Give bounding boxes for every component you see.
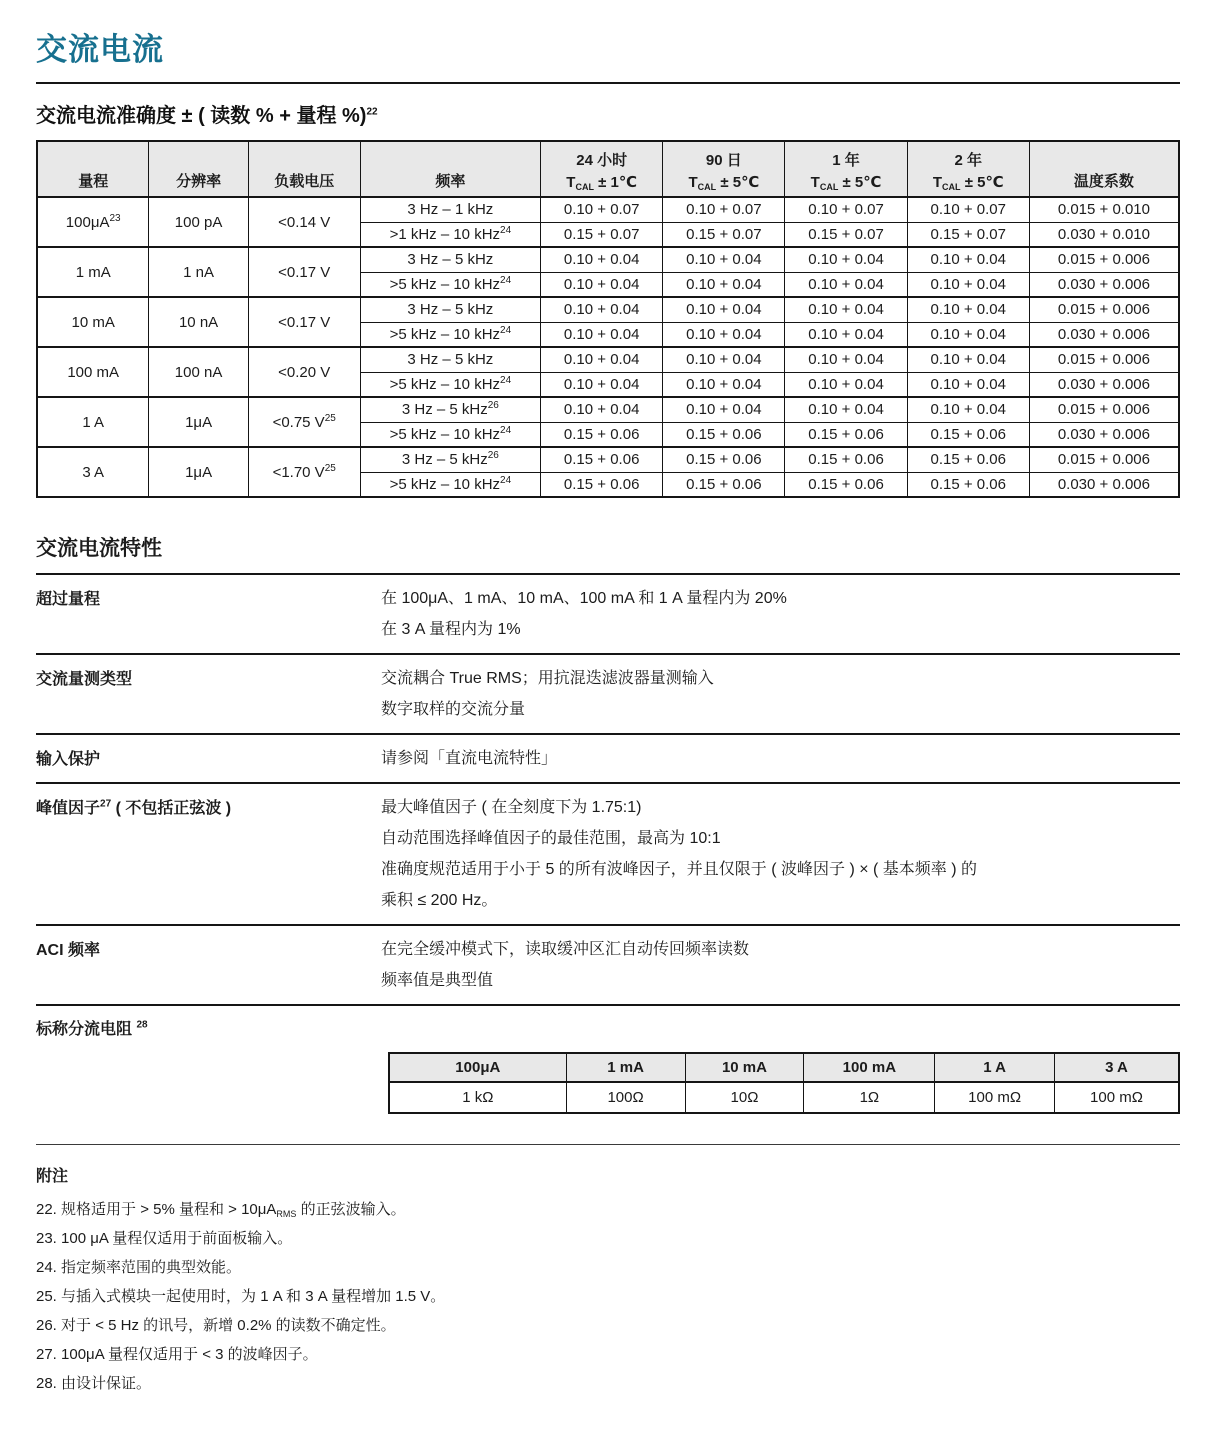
- table-row: [37, 347, 1179, 372]
- accuracy-cell: 0.10 + 0.04: [785, 272, 907, 297]
- note-26: 26. 对于 < 5 Hz 的讯号，新增 0.2% 的读数不确定性。: [36, 1317, 396, 1334]
- note-25: 25. 与插入式模块一起使用时，为 1 A 和 3 A 量程增加 1.5 V。: [36, 1288, 446, 1305]
- spec-value: 在完全缓冲模式下，读取缓冲区汇自动传回频率读数 频率值是典型值: [381, 941, 750, 989]
- table-row: [389, 1082, 1179, 1113]
- frequency-cell: 3 Hz – 5 kHz$^{26}$: [360, 447, 540, 472]
- accuracy-cell: 0.15 + 0.06: [541, 422, 663, 447]
- tempco-cell: 0.015 + 0.006: [1029, 297, 1179, 322]
- accuracy-cell: 0.10 + 0.04: [907, 347, 1029, 372]
- shunt-col-header: 100 mA: [804, 1053, 935, 1082]
- accuracy-cell: 0.15 + 0.06: [907, 472, 1029, 497]
- accuracy-cell: 0.15 + 0.07: [541, 222, 663, 247]
- resolution-cell: 1μA: [149, 447, 248, 497]
- spec-value: 请参阅「直流电流特性」: [381, 750, 558, 767]
- shunt-value-cell: 100Ω: [566, 1082, 685, 1113]
- shunt-value-cell: 10Ω: [685, 1082, 804, 1113]
- range-group-100uA: [37, 197, 1179, 247]
- accuracy-cell: 0.10 + 0.04: [907, 247, 1029, 272]
- frequency-cell: >5 kHz – 10 kHz$^{24}$: [360, 272, 540, 297]
- accuracy-cell: 0.10 + 0.04: [541, 247, 663, 272]
- burden-cell: <0.17 V: [248, 247, 360, 297]
- shunt-col-header: 1 mA: [566, 1053, 685, 1082]
- accuracy-cell: 0.15 + 0.07: [663, 222, 785, 247]
- accuracy-cell: 0.10 + 0.07: [663, 197, 785, 222]
- accuracy-cell: 0.15 + 0.06: [663, 472, 785, 497]
- frequency-cell: 3 Hz – 5 kHz: [360, 347, 540, 372]
- burden-cell: <0.14 V: [248, 197, 360, 247]
- accuracy-cell: 0.10 + 0.04: [541, 372, 663, 397]
- frequency-cell: >5 kHz – 10 kHz$^{24}$: [360, 372, 540, 397]
- accuracy-cell: 0.10 + 0.04: [541, 397, 663, 422]
- shunt-value-cell: 100 mΩ: [935, 1082, 1055, 1113]
- accuracy-cell: 0.10 + 0.04: [663, 347, 785, 372]
- accuracy-cell: 0.15 + 0.06: [663, 447, 785, 472]
- frequency-cell: >5 kHz – 10 kHz$^{24}$: [360, 322, 540, 347]
- accuracy-cell: 0.15 + 0.06: [541, 447, 663, 472]
- accuracy-cell: 0.10 + 0.07: [907, 197, 1029, 222]
- col-header-range: 量程: [37, 141, 149, 197]
- burden-cell: <1.70 $V^{25}$: [248, 447, 360, 497]
- burden-cell: <0.75 $V^{25}$: [248, 397, 360, 447]
- accuracy-cell: 0.10 + 0.04: [663, 372, 785, 397]
- note-24: 24. 指定频率范围的典型效能。: [36, 1259, 242, 1276]
- spec-value: 最大峰值因子 ( 在全刻度下为 1.75:1) 自动范围选择峰值因子的最佳范围，最高为 10:1 准确度规范适用于小于 5 的所有波峰因子，并且仅限于 ( 波峰因子 ) × ( 基本频率 ) 的 乘积 ≤ 200 Hz。: [381, 799, 978, 909]
- shunt-col-header: 1 A: [935, 1053, 1055, 1082]
- frequency-cell: 3 Hz – 5 kHz$^{26}$: [360, 397, 540, 422]
- shunt-label: 标称分流电阻 $^{28}$: [36, 1019, 148, 1038]
- frequency-cell: >5 kHz – 10 kHz$^{24}$: [360, 472, 540, 497]
- resolution-cell: 1μA: [149, 397, 248, 447]
- spec-row-crest-factor: [36, 784, 1180, 926]
- accuracy-cell: 0.10 + 0.04: [785, 247, 907, 272]
- accuracy-cell: 0.15 + 0.06: [907, 422, 1029, 447]
- accuracy-cell: 0.15 + 0.06: [907, 447, 1029, 472]
- characteristics-heading: 交流电流特性: [36, 532, 1180, 575]
- col-header-90d: 90 日 $T_{CAL}$ ± 5℃: [663, 141, 785, 197]
- col-header-24h: 24 小时 $T_{CAL}$ ± 1℃: [541, 141, 663, 197]
- notes-heading: 附注: [36, 1168, 69, 1185]
- tempco-cell: 0.030 + 0.006: [1029, 372, 1179, 397]
- resolution-cell: 1 nA: [149, 247, 248, 297]
- frequency-cell: 3 Hz – 1 kHz: [360, 197, 540, 222]
- accuracy-heading: 交流电流准确度 ± ( 读数 % + 量程 %)$^{22}$: [36, 105, 378, 127]
- resolution-cell: 100 nA: [149, 347, 248, 397]
- accuracy-cell: 0.10 + 0.04: [907, 297, 1029, 322]
- resolution-cell: 100 pA: [149, 197, 248, 247]
- notes-section: [36, 1163, 1180, 1398]
- spec-label: 输入保护: [36, 751, 101, 768]
- frequency-cell: 3 Hz – 5 kHz: [360, 247, 540, 272]
- accuracy-cell: 0.10 + 0.04: [907, 272, 1029, 297]
- accuracy-cell: 0.15 + 0.06: [785, 447, 907, 472]
- range-cell: $100\mu A^{23}$: [37, 197, 149, 247]
- accuracy-cell: 0.15 + 0.07: [785, 222, 907, 247]
- page-title: 交流电流: [36, 32, 164, 67]
- range-cell: 1 A: [37, 397, 149, 447]
- col-header-frequency: 频率: [360, 141, 540, 197]
- range-cell: 10 mA: [37, 297, 149, 347]
- tempco-cell: 0.015 + 0.006: [1029, 347, 1179, 372]
- col-header-burden: 负载电压: [248, 141, 360, 197]
- spec-row-input-protection: [36, 735, 1180, 784]
- range-group-1A: [37, 397, 1179, 447]
- tempco-cell: 0.030 + 0.006: [1029, 272, 1179, 297]
- frequency-cell: 3 Hz – 5 kHz: [360, 297, 540, 322]
- col-header-tempco: 温度系数: [1029, 141, 1179, 197]
- col-header-2y: 2 年 $T_{CAL}$ ± 5℃: [907, 141, 1029, 197]
- note-27: 27. 100μA 量程仅适用于 < 3 的波峰因子。: [36, 1346, 318, 1363]
- tempco-cell: 0.030 + 0.006: [1029, 472, 1179, 497]
- tempco-cell: 0.015 + 0.006: [1029, 247, 1179, 272]
- accuracy-cell: 0.10 + 0.04: [785, 322, 907, 347]
- accuracy-cell: 0.10 + 0.04: [785, 397, 907, 422]
- shunt-value-cell: 1Ω: [804, 1082, 935, 1113]
- spec-label: 峰值因子$^{27}$ ( 不包括正弦波 ): [36, 798, 232, 817]
- table-header-row: [37, 141, 1179, 197]
- range-cell: 100 mA: [37, 347, 149, 397]
- accuracy-cell: 0.10 + 0.04: [663, 247, 785, 272]
- range-group-100mA: [37, 347, 1179, 397]
- accuracy-cell: 0.10 + 0.04: [785, 297, 907, 322]
- title-divider: [36, 82, 1180, 84]
- accuracy-cell: 0.10 + 0.04: [785, 347, 907, 372]
- spec-label: 交流量测类型: [36, 671, 133, 688]
- accuracy-cell: 0.10 + 0.04: [541, 322, 663, 347]
- spec-row-measurement-type: [36, 655, 1180, 735]
- accuracy-cell: 0.10 + 0.04: [663, 272, 785, 297]
- burden-cell: <0.20 V: [248, 347, 360, 397]
- spec-value: 在 100μA、1 mA、10 mA、100 mA 和 1 A 量程内为 20% 在 3 A 量程内为 1%: [381, 590, 787, 638]
- resolution-cell: 10 nA: [149, 297, 248, 347]
- accuracy-cell: 0.10 + 0.04: [907, 397, 1029, 422]
- accuracy-cell: 0.15 + 0.06: [785, 422, 907, 447]
- shunt-value-cell: 1 kΩ: [389, 1082, 566, 1113]
- accuracy-cell: 0.10 + 0.07: [541, 197, 663, 222]
- accuracy-cell: 0.15 + 0.07: [907, 222, 1029, 247]
- range-group-1mA: [37, 247, 1179, 297]
- col-header-resolution: 分辨率: [149, 141, 248, 197]
- accuracy-cell: 0.10 + 0.04: [541, 272, 663, 297]
- col-header-1y: 1 年 $T_{CAL}$ ± 5℃: [785, 141, 907, 197]
- accuracy-cell: 0.10 + 0.04: [663, 322, 785, 347]
- accuracy-cell: 0.10 + 0.07: [785, 197, 907, 222]
- accuracy-cell: 0.10 + 0.04: [907, 322, 1029, 347]
- spec-label: 超过量程: [36, 591, 101, 608]
- shunt-col-header: 100μA: [389, 1053, 566, 1082]
- tempco-cell: 0.015 + 0.006: [1029, 447, 1179, 472]
- accuracy-cell: 0.15 + 0.06: [541, 472, 663, 497]
- shunt-col-header: 3 A: [1054, 1053, 1179, 1082]
- tempco-cell: 0.030 + 0.006: [1029, 322, 1179, 347]
- spec-row-shunt-resistance: [36, 1006, 1180, 1145]
- accuracy-cell: 0.10 + 0.04: [785, 372, 907, 397]
- accuracy-cell: 0.10 + 0.04: [907, 372, 1029, 397]
- accuracy-cell: 0.15 + 0.06: [785, 472, 907, 497]
- table-row: [37, 397, 1179, 422]
- tempco-cell: 0.015 + 0.010: [1029, 197, 1179, 222]
- spec-label: ACI 频率: [36, 942, 101, 959]
- table-header-row: [389, 1053, 1179, 1082]
- tempco-cell: 0.015 + 0.006: [1029, 397, 1179, 422]
- frequency-cell: >5 kHz – 10 kHz$^{24}$: [360, 422, 540, 447]
- accuracy-cell: 0.10 + 0.04: [541, 297, 663, 322]
- table-row: [37, 297, 1179, 322]
- tempco-cell: 0.030 + 0.006: [1029, 422, 1179, 447]
- shunt-col-header: 10 mA: [685, 1053, 804, 1082]
- table-row: [37, 447, 1179, 472]
- shunt-table: [388, 1052, 1180, 1114]
- note-23: 23. 100 μA 量程仅适用于前面板输入。: [36, 1230, 293, 1247]
- table-row: [37, 247, 1179, 272]
- range-group-10mA: [37, 297, 1179, 347]
- spec-value: 交流耦合 True RMS；用抗混迭滤波器量测输入 数字取样的交流分量: [381, 670, 714, 718]
- range-group-3A: [37, 447, 1179, 497]
- note-22: 22. 规格适用于 > 5% 量程和 > $10\mu A_{RMS}$ 的正弦波输入。: [36, 1201, 406, 1219]
- spec-row-overrange: [36, 575, 1180, 655]
- spec-row-aci-frequency: [36, 926, 1180, 1006]
- accuracy-cell: 0.10 + 0.04: [663, 397, 785, 422]
- accuracy-cell: 0.10 + 0.04: [663, 297, 785, 322]
- range-cell: 1 mA: [37, 247, 149, 297]
- accuracy-cell: 0.10 + 0.04: [541, 347, 663, 372]
- tempco-cell: 0.030 + 0.010: [1029, 222, 1179, 247]
- burden-cell: <0.17 V: [248, 297, 360, 347]
- accuracy-table: [36, 140, 1180, 498]
- accuracy-cell: 0.15 + 0.06: [663, 422, 785, 447]
- range-cell: 3 A: [37, 447, 149, 497]
- table-row: [37, 197, 1179, 222]
- frequency-cell: >1 kHz – 10 kHz$^{24}$: [360, 222, 540, 247]
- shunt-value-cell: 100 mΩ: [1054, 1082, 1179, 1113]
- note-28: 28. 由设计保证。: [36, 1375, 152, 1392]
